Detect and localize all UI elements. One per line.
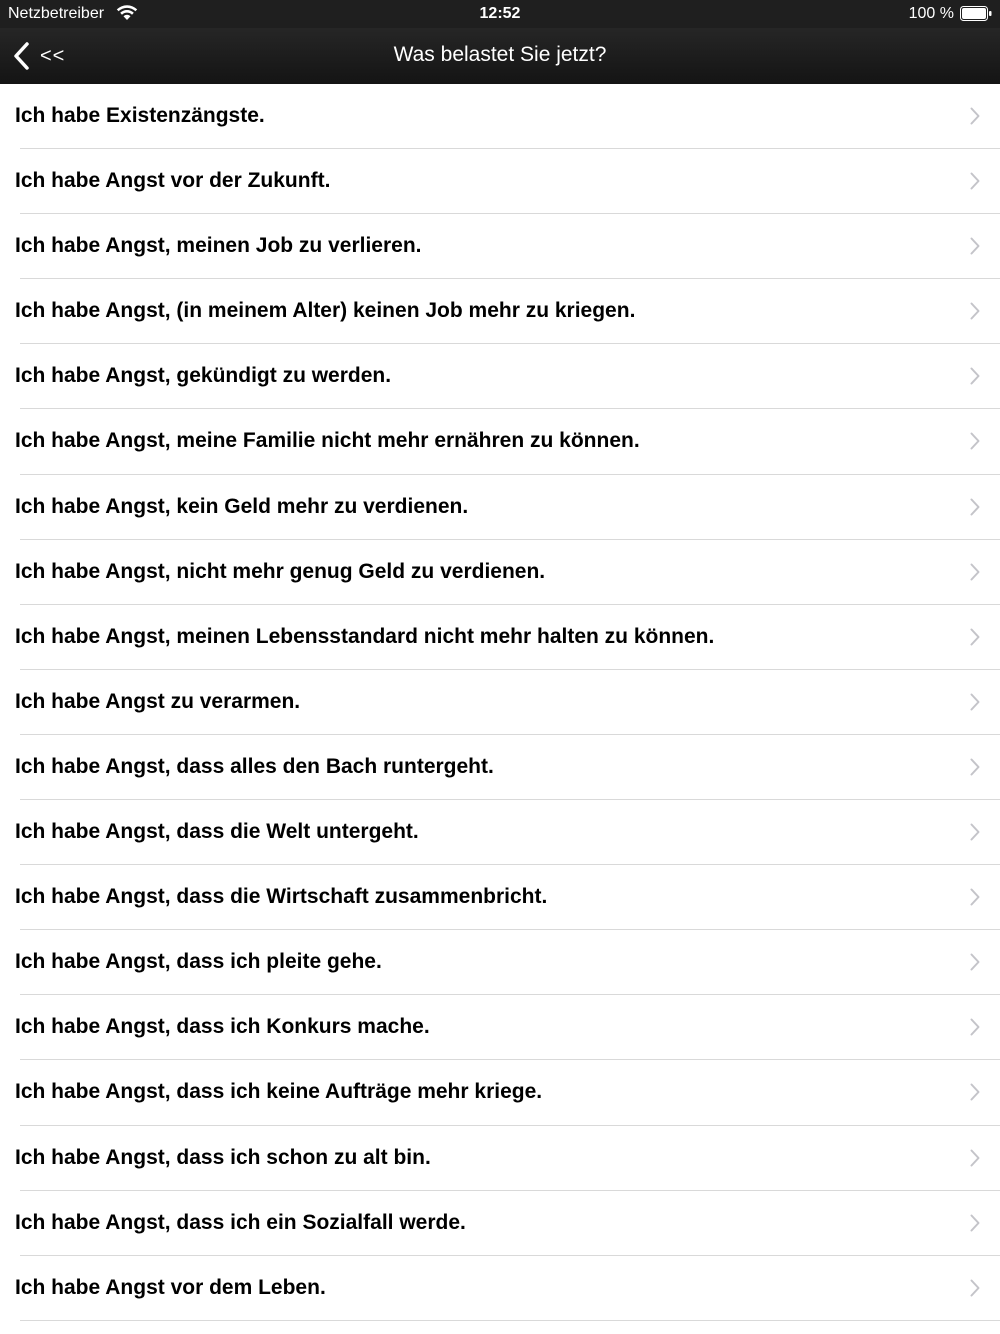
list-item-label: Ich habe Angst, gekündigt zu werden. [15,364,392,388]
list-item-label: Ich habe Angst, dass ich pleite gehe. [15,950,382,974]
chevron-right-icon [970,1214,980,1232]
list-item-label: Ich habe Angst vor der Zukunft. [15,169,331,193]
chevron-right-icon [970,953,980,971]
chevron-right-icon [970,758,980,776]
navigation-bar [0,28,1000,84]
back-button-label: << [40,44,66,67]
list-item[interactable] [0,930,1000,995]
list-item-label: Ich habe Angst, (in meinem Alter) keinen Job mehr zu kriegen. [15,299,636,323]
list-item-label: Ich habe Angst, dass ich keine Aufträge mehr kriege. [15,1080,543,1104]
options-list [0,84,1000,1321]
list-item-label: Ich habe Angst, meinen Job zu verlieren. [15,234,422,258]
chevron-right-icon [970,172,980,190]
list-item[interactable] [0,1126,1000,1191]
list-item-label: Ich habe Angst, dass die Welt untergeht. [15,820,419,844]
battery-percent-label: 100 % [908,5,954,22]
list-item[interactable] [0,1191,1000,1256]
list-item[interactable] [0,214,1000,279]
list-item-label: Ich habe Angst, kein Geld mehr zu verdienen. [15,494,469,518]
list-item-label: Ich habe Angst, meinen Lebensstandard nicht mehr halten zu können. [15,624,715,648]
list-item-label: Ich habe Existenzängste. [15,104,265,127]
list-item[interactable] [0,865,1000,930]
chevron-right-icon [970,367,980,385]
chevron-right-icon [970,1083,980,1101]
chevron-right-icon [970,888,980,906]
list-item[interactable] [0,605,1000,670]
chevron-right-icon [970,1279,980,1297]
list-item[interactable] [0,84,1000,149]
list-item[interactable] [0,1060,1000,1125]
list-item-label: Ich habe Angst, dass die Wirtschaft zusammenbricht. [15,885,548,909]
status-bar [0,0,1000,28]
chevron-right-icon [970,107,980,125]
chevron-right-icon [970,628,980,646]
chevron-right-icon [970,1149,980,1167]
list-item[interactable] [0,279,1000,344]
list-item-label: Ich habe Angst, dass ich schon zu alt bin. [15,1145,431,1169]
list-item[interactable] [0,670,1000,735]
list-item-label: Ich habe Angst, dass ich ein Sozialfall werde. [15,1210,466,1234]
list-item-label: Ich habe Angst vor dem Leben. [15,1275,326,1299]
chevron-right-icon [970,563,980,581]
battery-icon [960,6,992,21]
chevron-right-icon [970,237,980,255]
list-item-label: Ich habe Angst, nicht mehr genug Geld zu verdienen. [15,559,546,583]
chevron-right-icon [970,693,980,711]
chevron-right-icon [970,1018,980,1036]
list-item[interactable] [0,735,1000,800]
list-item-label: Ich habe Angst, dass alles den Bach runtergeht. [15,754,494,778]
list-item[interactable] [0,344,1000,409]
chevron-right-icon [970,302,980,320]
list-item-label: Ich habe Angst, meine Familie nicht mehr ernähren zu können. [15,429,640,453]
page-title: Was belastet Sie jetzt? [393,43,607,66]
list-item[interactable] [0,475,1000,540]
list-item[interactable] [0,1256,1000,1321]
chevron-right-icon [970,498,980,516]
list-item[interactable] [0,800,1000,865]
carrier-label: Netzbetreiber [8,5,105,22]
chevron-right-icon [970,823,980,841]
list-item[interactable] [0,409,1000,474]
clock-label: 12:52 [479,5,521,22]
list-item[interactable] [0,149,1000,214]
list-item-label: Ich habe Angst zu verarmen. [15,689,301,713]
list-item-label: Ich habe Angst, dass ich Konkurs mache. [15,1015,430,1039]
chevron-right-icon [970,432,980,450]
list-item[interactable] [0,540,1000,605]
list-item[interactable] [0,995,1000,1060]
